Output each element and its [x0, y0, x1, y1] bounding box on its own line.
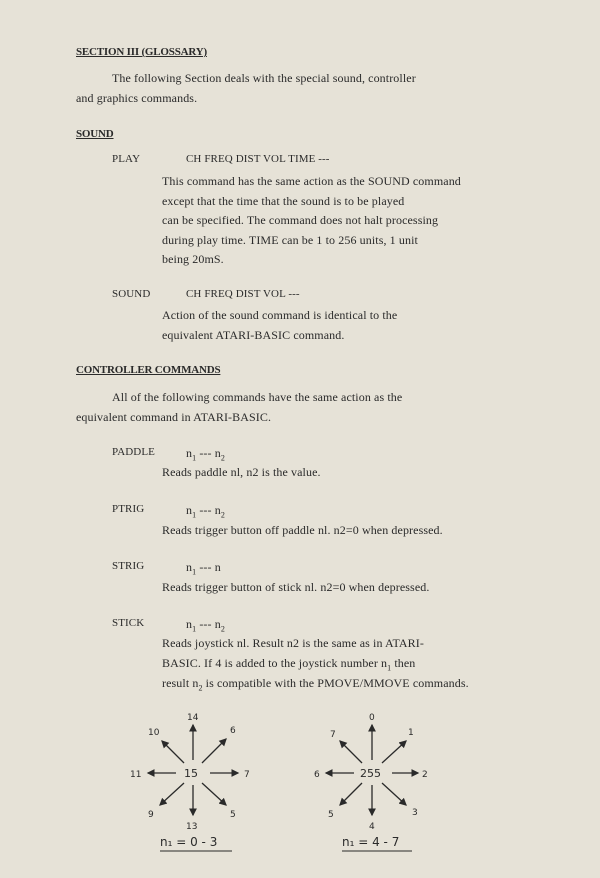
play-desc-line-3: can be specified. The command does not halt processing	[162, 213, 439, 227]
label-down-right: 5	[230, 810, 236, 820]
arrow-down-right-icon	[202, 783, 226, 805]
center-value: 15	[184, 767, 198, 780]
ptrig-params: $n_1$ --- $n_2$	[186, 503, 225, 520]
arrow-up-left-icon	[162, 741, 184, 763]
label-down-right: 3	[412, 808, 418, 818]
label-up-left: 10	[148, 728, 160, 738]
label-down: 13	[186, 822, 198, 832]
paddle-desc: Reads paddle nl, n2 is the value.	[162, 465, 321, 479]
caption: n₁ = 0 - 3	[160, 835, 218, 849]
stick-desc-line-1: Reads joystick nl. Result n2 is the same as in ATARI-	[162, 636, 424, 650]
label-down-left: 9	[148, 810, 154, 820]
controller-intro-line-2: equivalent command in ATARI-BASIC.	[76, 410, 272, 424]
ptrig-desc: Reads trigger button off paddle nl. n2=0 when depressed.	[162, 523, 443, 537]
paddle-params: $n_1$ --- $n_2$	[186, 446, 225, 463]
play-desc-line-5: being 20mS.	[162, 252, 224, 266]
joystick-diagram-left	[120, 705, 280, 860]
play-desc-line-1: This command has the same action as the SOUND command	[162, 174, 461, 188]
label-up-right: 1	[408, 728, 414, 738]
sound-desc-line-1: Action of the sound command is identical to the	[162, 308, 398, 322]
play-desc-line-2: except that the time that the sound is to be played	[162, 194, 405, 208]
intro-line-1: The following Section deals with the special sound, controller	[112, 71, 416, 85]
label-left: 6	[314, 770, 320, 780]
arrow-up-right-icon	[202, 739, 226, 763]
sound-keyword: SOUND	[112, 288, 151, 300]
caption: n₁ = 4 - 7	[342, 835, 400, 849]
stick-params: $n_1$ --- $n_2$	[186, 617, 225, 634]
ptrig-keyword: PTRIG	[112, 503, 145, 515]
play-params: CH FREQ DIST VOL TIME ---	[186, 153, 330, 165]
arrow-down-right-icon	[382, 783, 406, 805]
stick-keyword: STICK	[112, 617, 145, 629]
strig-params: $n_1$ --- n	[186, 560, 221, 577]
strig-keyword: STRIG	[112, 560, 145, 572]
label-left: 11	[130, 770, 142, 780]
intro-line-2: and graphics commands.	[76, 91, 198, 105]
arrow-up-right-icon	[382, 741, 406, 763]
joystick-diagram-right	[300, 705, 460, 860]
controller-heading: CONTROLLER COMMANDS	[76, 364, 221, 376]
arrow-up-left-icon	[340, 741, 362, 763]
label-down: 4	[369, 822, 375, 832]
label-right: 7	[244, 770, 250, 780]
label-up-left: 7	[330, 730, 336, 740]
sound-heading: SOUND	[76, 128, 114, 140]
arrow-down-left-icon	[340, 783, 362, 805]
play-keyword: PLAY	[112, 153, 141, 165]
center-value: 255	[360, 767, 381, 780]
paddle-keyword: PADDLE	[112, 446, 155, 458]
controller-intro-line-1: All of the following commands have the same action as the	[112, 390, 403, 404]
label-up: 0	[369, 713, 375, 723]
label-down-left: 5	[328, 810, 334, 820]
label-right: 2	[422, 770, 428, 780]
play-desc-line-4: during play time. TIME can be 1 to 256 units, 1 unit	[162, 233, 418, 247]
sound-params: CH FREQ DIST VOL ---	[186, 288, 300, 300]
strig-desc: Reads trigger button of stick nl. n2=0 when depressed.	[162, 580, 430, 594]
arrow-down-left-icon	[160, 783, 184, 805]
stick-desc-line-2: BASIC. If 4 is added to the joystick number $n_1$ then	[162, 656, 416, 673]
section-heading: SECTION III (GLOSSARY)	[76, 46, 207, 58]
label-up: 14	[187, 713, 199, 723]
stick-desc-line-3: result $n_2$ is compatible with the PMOVE/MMOVE commands.	[162, 676, 469, 693]
label-up-right: 6	[230, 726, 236, 736]
sound-desc-line-2: equivalent ATARI-BASIC command.	[162, 328, 345, 342]
